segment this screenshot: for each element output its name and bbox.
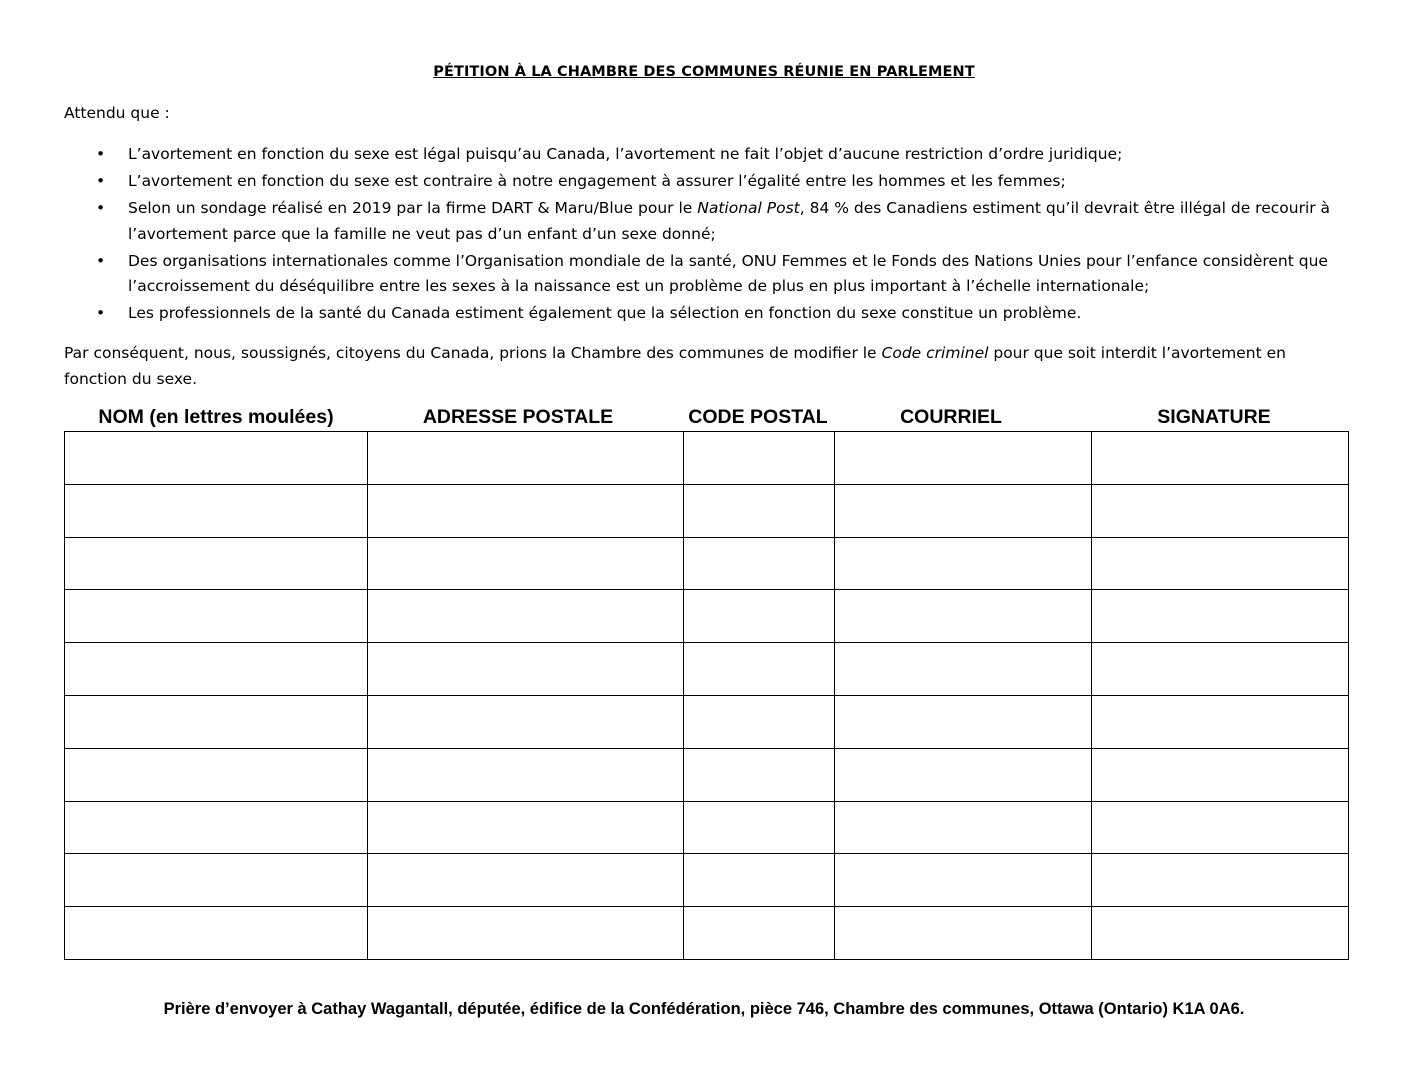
whereas-item [64,196,1354,247]
name-cell[interactable] [65,748,368,801]
column-header-signature: SIGNATURE [1157,406,1271,428]
column-header-name: NOM (en lettres moulées) [98,406,334,428]
address-cell[interactable] [368,643,684,696]
whereas-text: Des organisations internationales comme l’Organisation mondiale de la santé, ONU Femmes et le Fonds des Nations Unies pour l’enfance considèrent que l’accroissement du déséquilibre entre les sexes à la naissance est un problème de plus en plus important à l’échelle internationale; [128,251,1328,295]
prayer-before: Par conséquent, nous, soussignés, citoyens du Canada, prions la Chambre des communes de modifier le [64,344,882,362]
address-cell[interactable] [368,484,684,537]
column-header-postal-code: CODE POSTAL [688,406,828,428]
name-cell[interactable] [65,484,368,537]
signature-cell[interactable] [1092,590,1349,643]
postal-code-cell[interactable] [684,695,835,748]
petition-title: PÉTITION À LA CHAMBRE DES COMMUNES RÉUNIE EN PARLEMENT [433,64,975,80]
signature-cell[interactable] [1092,695,1349,748]
postal-code-cell[interactable] [684,590,835,643]
table-row [65,537,1349,590]
whereas-text: Les professionnels de la santé du Canada estiment également que la sélection en fonction du sexe constitue un problème. [128,304,1082,322]
name-cell[interactable] [65,907,368,960]
postal-code-cell[interactable] [684,801,835,854]
whereas-item [64,301,1354,327]
address-cell[interactable] [368,907,684,960]
column-header-address: ADRESSE POSTALE [422,406,614,428]
intro-text: Attendu que : [64,104,170,122]
email-cell[interactable] [835,801,1092,854]
whereas-text-after: , 84 % des Canadiens estiment qu’il devrait être illégal de recourir à l’avortement parce que la famille ne veut pas d’un enfant d’un sexe donné; [128,199,1331,243]
postal-code-cell[interactable] [684,748,835,801]
email-cell[interactable] [835,854,1092,907]
signature-cell[interactable] [1092,907,1349,960]
email-cell[interactable] [835,907,1092,960]
name-cell[interactable] [65,854,368,907]
address-cell[interactable] [368,695,684,748]
whereas-text: L’avortement en fonction du sexe est contraire à notre engagement à assurer l’égalité entre les hommes et les femmes; [128,172,1066,190]
criminal-code-name: Code criminel [881,344,989,362]
name-cell[interactable] [65,801,368,854]
signature-cell[interactable] [1092,801,1349,854]
postal-code-cell[interactable] [684,854,835,907]
table-row [65,590,1349,643]
postal-code-cell[interactable] [684,484,835,537]
address-cell[interactable] [368,801,684,854]
signature-cell[interactable] [1092,432,1349,485]
signature-cell[interactable] [1092,643,1349,696]
newspaper-name: National Post [697,199,800,217]
address-cell[interactable] [368,432,684,485]
bullet-icon: • [96,145,106,163]
table-row [65,643,1349,696]
signature-cell[interactable] [1092,854,1349,907]
bullet-icon: • [96,251,106,270]
email-cell[interactable] [835,484,1092,537]
table-row [65,854,1349,907]
whereas-item [64,169,1354,195]
table-row [65,748,1349,801]
mailing-instructions: Prière d’envoyer à Cathay Wagantall, députée, édifice de la Confédération, pièce 746, Chambre des communes, Ottawa (Ontario) K1A 0A6. [163,1000,1245,1018]
name-cell[interactable] [65,695,368,748]
email-cell[interactable] [835,432,1092,485]
table-row [65,801,1349,854]
signature-cell[interactable] [1092,537,1349,590]
name-cell[interactable] [65,590,368,643]
whereas-item [64,142,1354,168]
table-row [65,907,1349,960]
whereas-item [64,249,1354,300]
email-cell[interactable] [835,695,1092,748]
address-cell[interactable] [368,537,684,590]
whereas-text-before: Selon un sondage réalisé en 2019 par la firme DART & Maru/Blue pour le [128,199,698,217]
bullet-icon: • [96,199,106,217]
table-headers [0,404,1408,432]
prayer-text [64,341,1349,392]
whereas-list [64,142,1354,328]
postal-code-cell[interactable] [684,432,835,485]
name-cell[interactable] [65,432,368,485]
name-cell[interactable] [65,537,368,590]
email-cell[interactable] [835,537,1092,590]
bullet-icon: • [96,172,106,190]
table-row [65,695,1349,748]
address-cell[interactable] [368,590,684,643]
table-row [65,484,1349,537]
email-cell[interactable] [835,643,1092,696]
address-cell[interactable] [368,854,684,907]
table-row [65,432,1349,485]
prayer-after: pour que soit interdit l’avortement en fonction du sexe. [64,344,1286,388]
signature-cell[interactable] [1092,484,1349,537]
bullet-icon: • [96,304,106,322]
email-cell[interactable] [835,748,1092,801]
email-cell[interactable] [835,590,1092,643]
address-cell[interactable] [368,748,684,801]
whereas-text: L’avortement en fonction du sexe est légal puisqu’au Canada, l’avortement ne fait l’objet d’aucune restriction d’ordre juridique; [128,145,1123,163]
column-header-email: COURRIEL [900,406,1002,428]
signature-table [64,431,1349,960]
postal-code-cell[interactable] [684,537,835,590]
signature-cell[interactable] [1092,748,1349,801]
postal-code-cell[interactable] [684,643,835,696]
postal-code-cell[interactable] [684,907,835,960]
name-cell[interactable] [65,643,368,696]
